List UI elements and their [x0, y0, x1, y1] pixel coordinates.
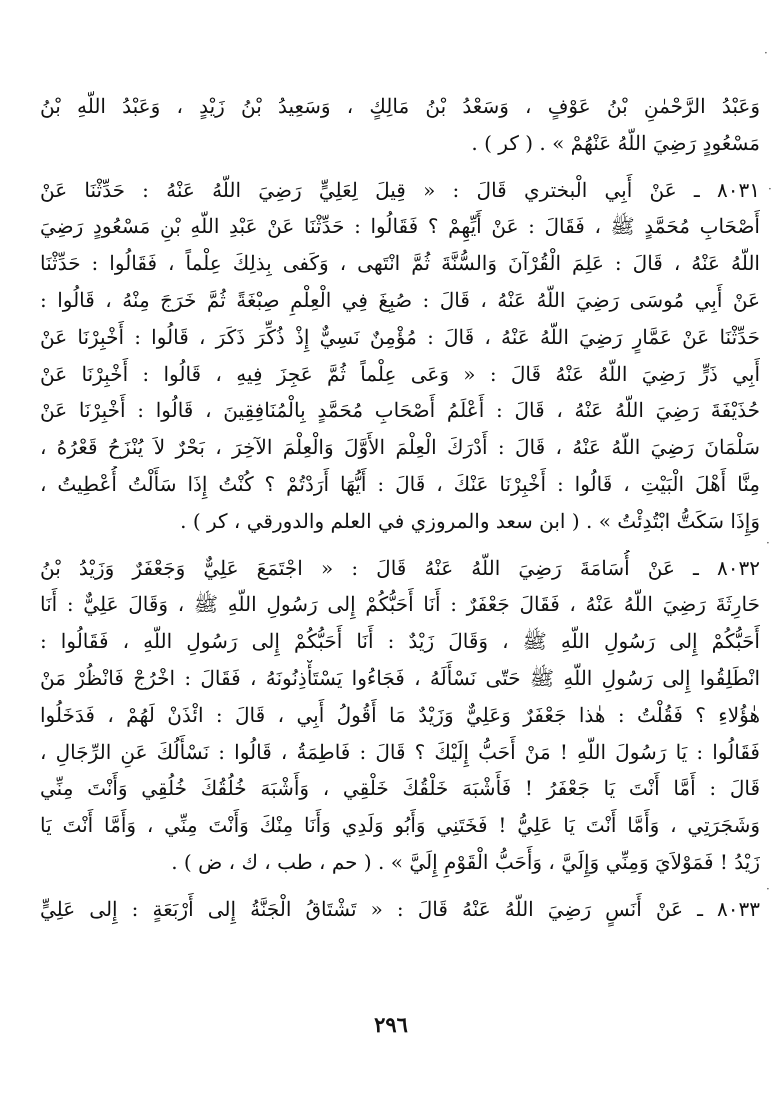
text-line: حُذَيْفَةَ رَضِيَ اللّهُ عَنْهُ ، قَالَ : أَعْلَمُ أَصْحَابِ مُحَمَّدٍ بِالْمُنَافِقِينَ ، قَالُوا : أَخْبِرْنَا عَنْ: [40, 398, 760, 423]
text-line: قَالَ : أَمَّا أَنْتَ يَا جَعْفَرُ ! فَأَشْبَهَ خَلْقُكَ خَلْقِي ، وَأَشْبَهَ خُلُقُكَ خُلُقِي وَأَنْتَ مِنِّي: [40, 776, 760, 801]
scan-mark: ·: [766, 536, 770, 550]
text-line: انْطَلِقُوا إِلى رَسُولِ اللّهِ ﷺ حَتّى نَسْأَلَهُ ، فَجَاءُوا يَسْتَأْذِنُونَهُ ، فَقَالَ : اخْرُجْ فَانْظُرْ مَنْ: [40, 665, 760, 690]
paragraph-8032: [40, 550, 760, 881]
paragraph-8031: [40, 172, 760, 540]
text-line: وَإِذَا سَكَتُّ ابْتُدِئْتُ » . ( ابن سعد والمروزي في العلم والدورقي ، كر ) .: [180, 508, 760, 533]
text-line: مِنَّا أَهْلَ الْبَيْتِ ، قَالُوا : أَخْبِرْنَا عَنْكَ ، قَالَ : أَيُّهَا أَرَدْتُمْ ؟ كُنْتُ إِذَا سَأَلْتُ أُعْطِيتُ ،: [40, 471, 760, 496]
scan-mark: ·: [768, 182, 772, 196]
scan-mark: ·: [764, 46, 768, 60]
page-number: ٢٩٦: [374, 1012, 408, 1037]
page-text: [40, 88, 760, 928]
text-line: سَلْمَانَ رَضِيَ اللّهُ عَنْهُ ، قَالَ : أَدْرَكَ الْعِلْمَ الأَوَّلَ وَالْعِلْمَ الآخِرَ ، بَحْرٌ لاَ يُنْزَحُ قَعْرُهُ ،: [40, 435, 760, 460]
text-line: مَسْعُودٍ رَضِيَ اللّهُ عَنْهُمْ » . ( كر ) .: [471, 130, 760, 155]
text-line: ٨٠٣٢ ـ عَنْ أُسَامَةَ رَضِيَ اللّهُ عَنْهُ قَالَ : « اجْتَمَعَ عَلِيٌّ وَجَعْفَرٌ وَزَيْدُ بْنُ: [40, 555, 760, 580]
text-line: فَقَالُوا : يَا رَسُولَ اللّهِ ! مَنْ أَحَبُّ إِلَيْكَ ؟ قَالَ : فَاطِمَةُ ، قَالُوا : نَسْأَلُكَ عَنِ الرِّجَالِ ،: [40, 739, 760, 764]
text-line: زَيْدُ ! فَمَوْلاَيَ وَمِنِّي وَإِلَيَّ ، وَأَحَبُّ الْقَوْمِ إِلَيَّ » . ( حم ، طب ، ك ، ض ) .: [171, 849, 760, 874]
text-line: هٰؤُلاءِ ؟ فَقُلْتُ : هٰذا جَعْفَرٌ وَعَلِيٌّ وَزَيْدٌ مَا أَقُولُ أَبِي ، قَالَ : ائْذَنْ لَهُمْ ، فَدَخَلُوا: [40, 702, 760, 727]
text-line: أَصْحَابِ مُحَمَّدٍ ﷺ ، فَقَالَ : عَنْ أَيِّهِمْ ؟ فَقَالُوا : حَدِّثْنَا عَنْ عَبْدِ اللّهِ بْنِ مَسْعُودٍ رَضِيَ: [40, 214, 760, 239]
text-line: أَحَبُّكُمْ إِلى رَسُولِ اللّهِ ﷺ ، وَقَالَ زَيْدٌ : أَنَا أَحَبُّكُمْ إِلى رَسُولِ اللّهِ ، فَقَالُوا :: [40, 629, 760, 654]
text-line: أَبِي ذَرٍّ رَضِيَ اللّهُ عَنْهُ قَالَ : « وَعَى عِلْماً ثُمَّ عَجِزَ فِيهِ ، قَالُوا : أَخْبِرْنَا عَنْ: [40, 361, 760, 386]
text-line: حَدِّثْنَا عَنْ عَمَّارٍ رَضِيَ اللّهُ عَنْهُ ، قَالَ : مُؤْمِنٌ نَسِيٌّ إِذْ ذُكِّرَ ذَكَرَ ، قَالُوا : أَخْبِرْنَا عَنْ: [40, 324, 760, 349]
text-line: عَنْ أَبِي مُوسَى رَضِيَ اللّهُ عَنْهُ ، قَالَ : صُبِغَ فِي الْعِلْمِ صِبْغَةً ثُمَّ خَرَجَ مِنْهُ ، قَالُوا :: [40, 287, 760, 312]
scan-mark: ·: [766, 882, 770, 896]
text-line: اللّهُ عَنْهُ ، قَالَ : عَلِمَ الْقُرْآنَ وَالسُّنَّةَ ثُمَّ انْتَهى ، وَكَفى بِذلِكَ عِلْماً ، فَقَالُوا : حَدِّثْنَا: [40, 251, 760, 276]
text-line: وَعَبْدُ الرَّحْمٰنِ بْنُ عَوْفٍ ، وَسَعْدُ بْنُ مَالِكٍ ، وَسَعِيدُ بْنُ زَيْدٍ ، وَعَبْدُ اللّهِ بْنُ: [40, 94, 760, 118]
text-line: ٨٠٣٣ ـ عَنْ أَنَسٍ رَضِيَ اللّهُ عَنْهُ قَالَ : « تَشْتَاقُ الْجَنَّةُ إِلى أَرْبَعَةٍ : إِلى عَلِيٍّ: [40, 896, 760, 921]
paragraph-8033: [40, 891, 760, 928]
text-line: حَارِثَةَ رَضِيَ اللّهُ عَنْهُ ، فَقَالَ جَعْفَرٌ : أَنَا أَحَبُّكُمْ إِلى رَسُولِ اللّهِ ﷺ ، وَقَالَ عَلِيٌّ : أَنَا: [40, 592, 760, 617]
text-line: وَشَجَرَتِي ، وَأَمَّا أَنْتَ يَا عَلِيُّ ! فَخَتَنِي وَأَبُو وَلَدِي وَأَنَا مِنْكَ وَأَنْتَ مِنِّي ، وَأَمَّا أَنْتَ يَا: [40, 813, 760, 838]
text-line: ٨٠٣١ ـ عَنْ أَبِي الْبختري قَالَ : « قِيلَ لِعَلِيٍّ رَضِيَ اللّهُ عَنْهُ : حَدِّثْنَا عَنْ: [40, 177, 760, 202]
paragraph-intro: [40, 88, 760, 162]
